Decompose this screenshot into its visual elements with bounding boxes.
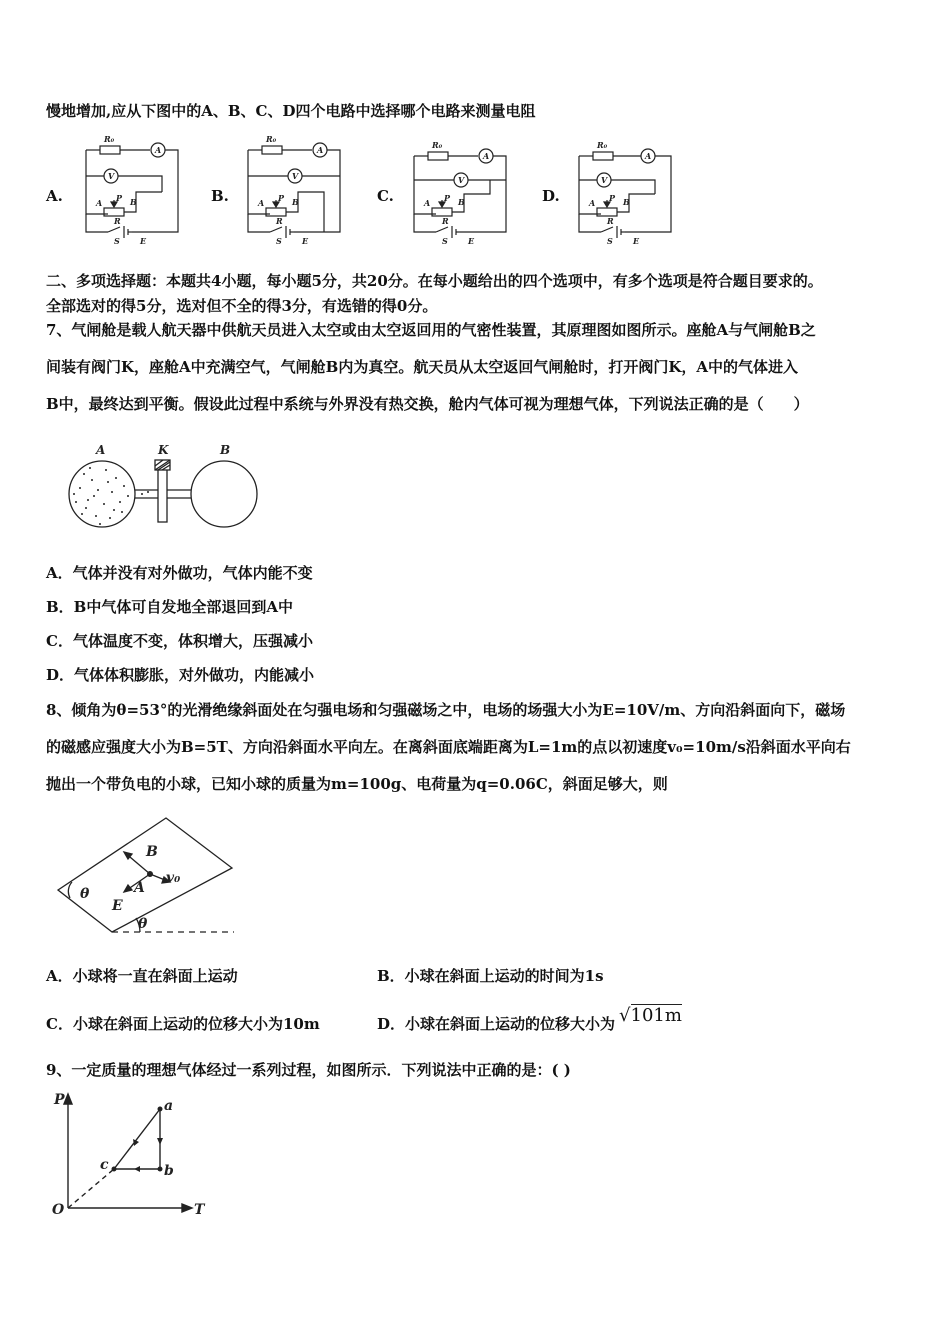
q7-option-c: C．气体温度不变，体积增大，压强减小 — [46, 632, 313, 650]
q7-option-a: A．气体并没有对外做功，气体内能不变 — [46, 564, 313, 582]
resistor-r-label: R — [276, 216, 283, 226]
circuit-label-c: C. — [377, 187, 394, 205]
circuit-r0-label: R₀ — [104, 134, 115, 144]
circuit-r0-label: R₀ — [432, 140, 443, 150]
slider-p-label: P — [116, 193, 123, 203]
resistor-r-label: R — [607, 216, 614, 226]
circuit-diagram-b — [240, 132, 346, 248]
ammeter-label: A — [155, 145, 162, 155]
source-e-label: E — [468, 236, 475, 246]
terminal-a-label: A — [258, 198, 265, 208]
terminal-b-label: B — [130, 197, 137, 207]
circuit-label-d: D. — [542, 187, 560, 205]
resistor-r-label: R — [442, 216, 449, 226]
q7-stem-line3: B中，最终达到平衡。假设此过程中系统与外界没有热交换，舱内气体可视为理想气体，下列说法正确的是（ ） — [46, 395, 809, 413]
q8-option-b: B．小球在斜面上运动的时间为1s — [377, 967, 604, 985]
terminal-a-label: A — [424, 198, 431, 208]
airlock-b-label: B — [220, 443, 231, 457]
valve-k-label: K — [158, 443, 169, 457]
section2-heading-line2: 全部选对的得5分，选对但不全的得3分，有选错的得0分。 — [46, 297, 438, 315]
switch-s-label: S — [607, 236, 613, 246]
voltmeter-label: V — [108, 171, 115, 181]
q8-option-d — [377, 1005, 682, 1034]
electric-field-e-label: E — [112, 898, 123, 914]
section2-heading-line1: 二、多项选择题：本题共4小题，每小题5分，共20分。在每小题给出的四个选项中，有多个选项是符合题目要求的。 — [46, 272, 823, 290]
voltmeter-label: V — [601, 175, 608, 185]
terminal-a-label: A — [96, 198, 103, 208]
switch-s-label: S — [114, 236, 120, 246]
voltmeter-label: V — [292, 171, 299, 181]
magnetic-field-b-label: B — [146, 844, 158, 860]
p-t-graph — [46, 1090, 216, 1220]
circuit-diagram-a — [78, 132, 184, 248]
q8-stem-line2: 的磁感应强度大小为B=5T、方向沿斜面水平向左。在离斜面底端距离为L=1m的点以初速度v₀=10m/s沿斜面水平向右 — [46, 738, 851, 756]
q8-option-c: C．小球在斜面上运动的位移大小为10m — [46, 1015, 320, 1033]
circuit-label-a: A. — [46, 187, 63, 205]
air-particles — [73, 467, 149, 525]
state-c-label: c — [100, 1157, 109, 1173]
sqrt-value: 101m — [630, 1005, 682, 1026]
slider-p-label: P — [609, 193, 616, 203]
ammeter-label: A — [483, 151, 490, 161]
terminal-b-label: B — [458, 197, 465, 207]
slider-p-label: P — [278, 193, 285, 203]
axis-t-label: T — [194, 1202, 205, 1218]
ammeter-label: A — [645, 151, 652, 161]
q8-stem-line3: 抛出一个带负电的小球，已知小球的质量为m=100g、电荷量为q=0.06C，斜面足够大，则 — [46, 775, 668, 793]
slider-p-label: P — [444, 193, 451, 203]
q8-option-d-text: D．小球在斜面上运动的位移大小为 — [377, 1015, 616, 1033]
terminal-a-label: A — [589, 198, 596, 208]
source-e-label: E — [140, 236, 147, 246]
sqrt-sign: √101m — [619, 1005, 682, 1026]
q8-option-a: A．小球将一直在斜面上运动 — [46, 967, 238, 985]
circuit-diagram-d — [571, 132, 677, 248]
cabin-a-label: A — [96, 443, 106, 457]
ammeter-label: A — [317, 145, 324, 155]
terminal-b-label: B — [623, 197, 630, 207]
velocity-v0-label: v₀ — [166, 870, 181, 886]
switch-s-label: S — [276, 236, 282, 246]
switch-s-label: S — [442, 236, 448, 246]
terminal-b-label: B — [292, 197, 299, 207]
incline-diagram — [52, 810, 242, 940]
voltmeter-label: V — [458, 175, 465, 185]
q6-stem-tail: 慢地增加,应从下图中的A、B、C、D四个电路中选择哪个电路来测量电阻 — [46, 102, 536, 120]
circuit-diagram-c — [406, 132, 512, 248]
q7-stem-line1: 7、气闸舱是载人航天器中供航天员进入太空或由太空返回用的气密性装置，其原理图如图所示。座舱A与气闸舱B之 — [46, 321, 816, 339]
source-e-label: E — [633, 236, 640, 246]
circuit-r0-label: R₀ — [597, 140, 608, 150]
axis-p-label: P — [54, 1092, 65, 1108]
angle-theta-side-label: θ — [80, 886, 90, 902]
q7-option-b: B．B中气体可自发地全部退回到A中 — [46, 598, 293, 616]
circuit-label-b: B. — [211, 187, 229, 205]
origin-o-label: O — [52, 1202, 65, 1218]
point-a-label: A — [134, 880, 145, 896]
q9-stem: 9、一定质量的理想气体经过一系列过程，如图所示．下列说法中正确的是：( ) — [46, 1061, 571, 1079]
state-a-label: a — [164, 1098, 174, 1114]
source-e-label: E — [302, 236, 309, 246]
resistor-r-label: R — [114, 216, 121, 226]
state-b-label: b — [164, 1163, 174, 1179]
angle-theta-base-label: θ — [138, 916, 148, 932]
q7-option-d: D．气体体积膨胀，对外做功，内能减小 — [46, 666, 315, 684]
circuit-r0-label: R₀ — [266, 134, 277, 144]
q8-stem-line1: 8、倾角为θ=53°的光滑绝缘斜面处在匀强电场和匀强磁场之中，电场的场强大小为E=10V/m、方向沿斜面向下，磁场 — [46, 701, 846, 719]
airlock-diagram — [62, 440, 268, 536]
q7-stem-line2: 间装有阀门K，座舱A中充满空气，气闸舱B内为真空。航天员从太空返回气闸舱时，打开阀门K，A中的气体进入 — [46, 358, 799, 376]
